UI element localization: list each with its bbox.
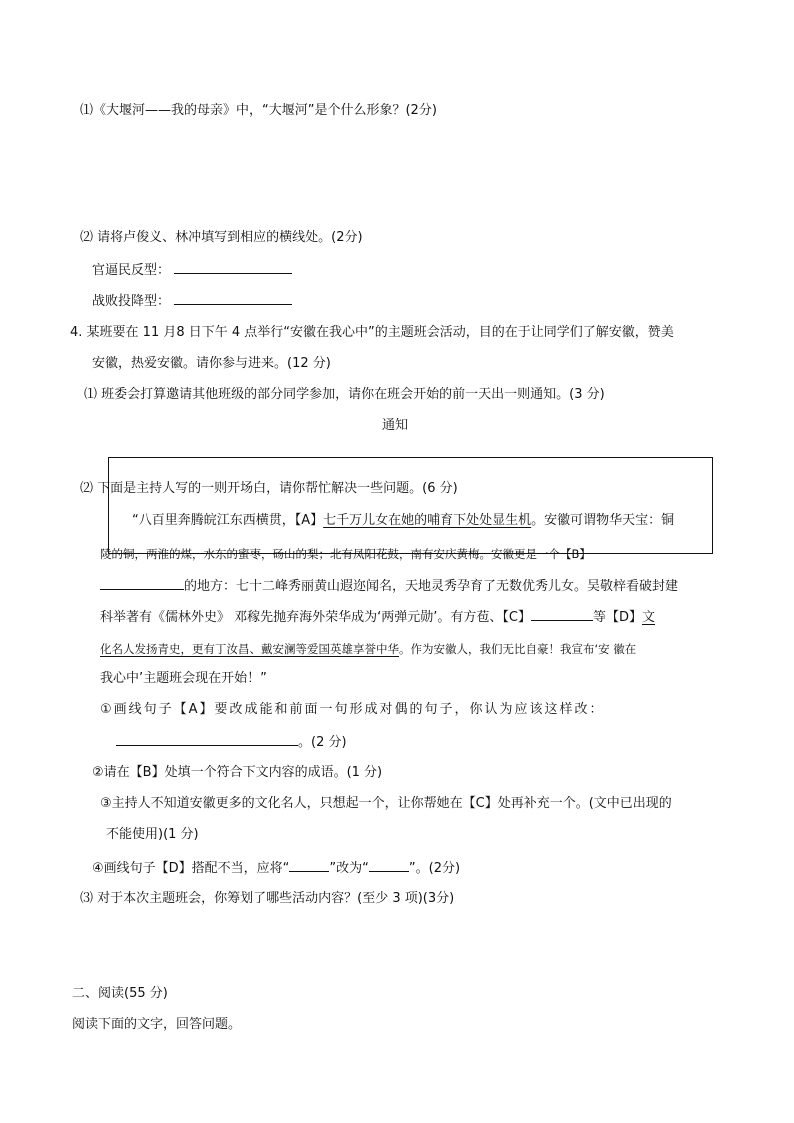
item4-text: ④画线句子【D】搭配不当，应将“ [92, 861, 290, 876]
blank-c[interactable] [531, 607, 593, 621]
item1: ①画线句子【A】要改成能和前面一句形成对偶的句子，你认为应该这样改： [100, 702, 605, 717]
type1-label: 官逼民反型： [92, 263, 171, 278]
item3: ③主持人不知道安徽更多的文化名人，只想起一个，让你帮她在【C】处再补充一个。(文中已出现的 [100, 796, 672, 811]
item1-score: 。(2 分) [298, 735, 347, 750]
opening-line3 [100, 576, 678, 596]
item3-cont: 不能使用)(1 分) [106, 827, 199, 842]
q4-sub1: ⑴ 班委会打算邀请其他班级的部分同学参加，请你在班会开始的前一天出一则通知。(3 分) [84, 387, 605, 402]
opening-text: 等【D】 [592, 610, 642, 625]
item4-blank-from[interactable] [289, 858, 329, 872]
opening-text: 。作为安徽人，我们无比自豪！我宣布‘安 徽在 [399, 642, 637, 656]
item1-blank[interactable] [116, 732, 298, 746]
item2: ②请在【B】处填一个符合下文内容的成语。(1 分) [92, 765, 383, 780]
blank-b[interactable] [100, 576, 184, 590]
item4-blank-to[interactable] [369, 858, 409, 872]
type2-label: 战败投降型： [92, 294, 171, 309]
opening-line4 [100, 607, 655, 627]
item1-answer [116, 732, 347, 752]
q4-intro-line1: 4. 某班要在 11 月8 日下午 4 点举行“安徽在我心中”的主题班会活动，目的在于让同学们了解安徽，赞美 [70, 325, 674, 340]
q3-sub2: ⑵ 请将卢俊义、林冲填写到相应的横线处。(2分) [80, 230, 363, 245]
opening-line1 [132, 512, 674, 530]
underlined-sentence-d: 文 [642, 610, 656, 625]
q3-type2 [92, 291, 292, 311]
q3-type1 [92, 260, 292, 280]
opening-text: 。安徽可谓物华天宝：铜 [531, 513, 675, 528]
underlined-sentence-a: 七千万儿女在她的哺育下处处显生机 [323, 513, 532, 528]
q4-sub2: ⑵ 下面是主持人写的一则开场白，请你帮忙解决一些问题。(6 分) [80, 481, 458, 496]
opening-line6: 我心中’主题班会现在开始！” [100, 671, 267, 686]
q3-sub1: ⑴《大堰河——我的母亲》中，“大堰河”是个什么形象？(2分) [80, 103, 437, 118]
underlined-sentence-d: 化名人发扬青史，更有丁汝昌、戴安澜等爱国英雄享誉中华 [100, 642, 399, 656]
opening-text: 科举著有《儒林外史》 邓稼先抛弃海外荣华成为‘两弹元勋’。有方苞、【C】 [100, 610, 531, 625]
opening-line2: 陵的铜，两淮的煤，水东的蜜枣，砀山的梨；北有凤阳花鼓，南有安庆黄梅。安徽更是一个【B】 [100, 547, 591, 561]
notice-answer-box[interactable] [108, 457, 713, 554]
item4-text: ”改为“ [329, 861, 369, 876]
type1-blank[interactable] [174, 260, 292, 274]
item4 [92, 858, 460, 878]
opening-line5 [100, 640, 636, 658]
section2-title: 二、阅读(55 分) [72, 986, 168, 1001]
type2-blank[interactable] [174, 291, 292, 305]
q4-sub3: ⑶ 对于本次主题班会，你筹划了哪些活动内容？(至少 3 项)(3分) [80, 891, 455, 906]
item4-text: ”。(2分) [408, 861, 461, 876]
section2-instruction: 阅读下面的文字，回答问题。 [72, 1017, 242, 1032]
opening-text: “八百里奔腾皖江东西横贯，【A】 [132, 513, 324, 528]
opening-text: 的地方：七十二峰秀丽黄山遐迩闻名，天地灵秀孕育了无数优秀儿女。吴敬梓看破封建 [184, 579, 679, 594]
q4-intro-line2: 安徽，热爱安徽。请你参与进来。(12 分) [92, 356, 331, 371]
notice-title: 通知 [382, 418, 409, 433]
